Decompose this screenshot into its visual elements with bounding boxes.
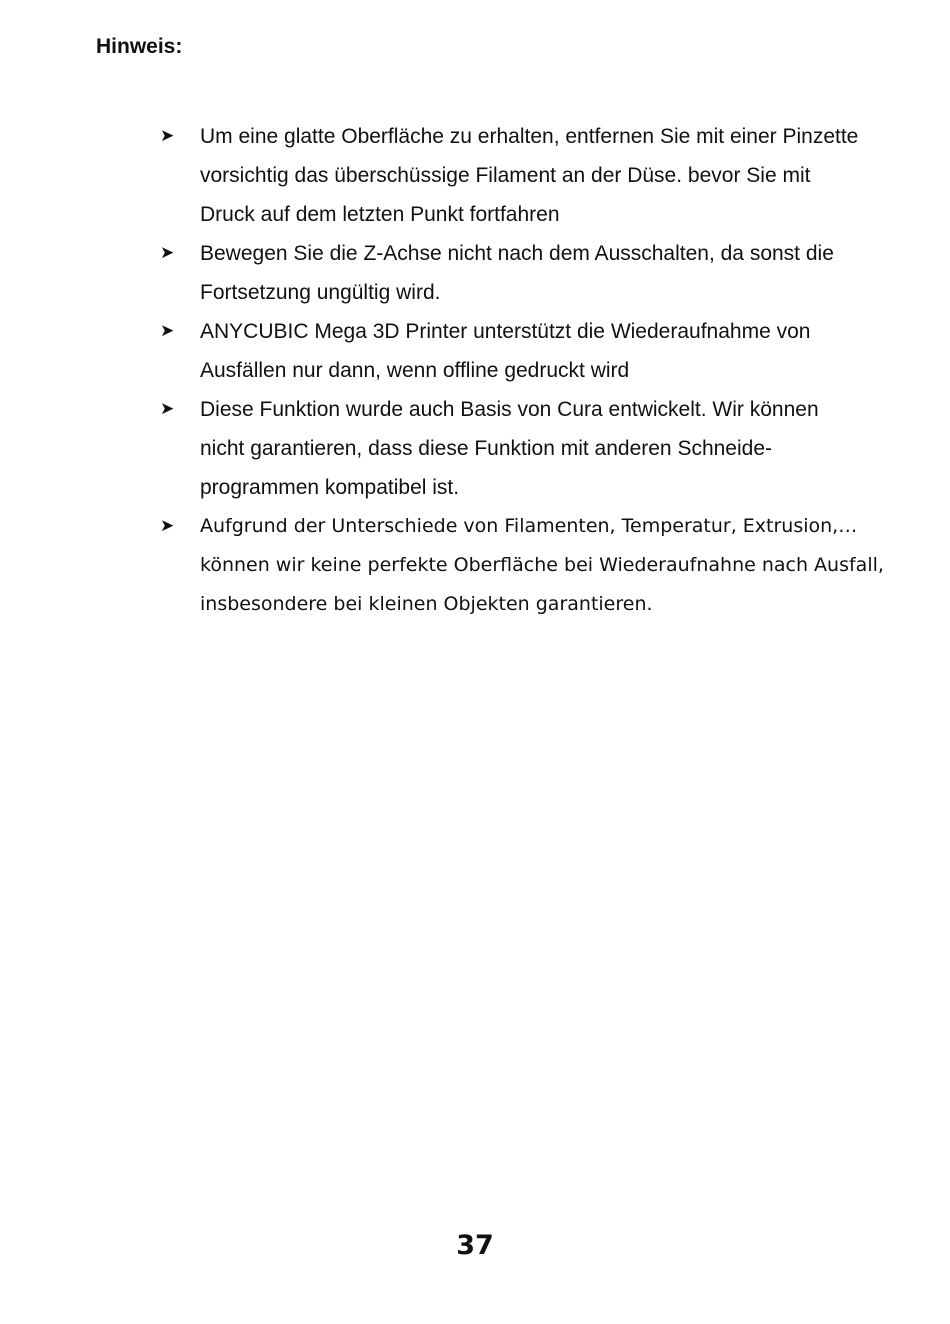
notes-list bbox=[160, 117, 930, 624]
list-item bbox=[160, 312, 930, 390]
note-text: Aufgrund der Unterschiede von Filamenten, Temperatur, Extrusion,… können wir keine perfekte Oberfläche bei Wiederaufnahne nach Ausfall, insbesondere bei kleinen Objekten garantieren. bbox=[200, 515, 884, 615]
list-item bbox=[160, 117, 930, 234]
arrowhead-bullet-icon: ➤ bbox=[160, 516, 175, 536]
arrowhead-bullet-icon: ➤ bbox=[160, 126, 175, 146]
page-number: 37 bbox=[456, 1230, 494, 1261]
arrowhead-bullet-icon: ➤ bbox=[160, 321, 175, 341]
arrowhead-bullet-icon: ➤ bbox=[160, 243, 175, 263]
note-text: Diese Funktion wurde auch Basis von Cura entwickelt. Wir können nicht garantieren, dass diese Funktion mit anderen Schneide- programmen kompatibel ist. bbox=[200, 398, 819, 499]
arrowhead-bullet-icon: ➤ bbox=[160, 399, 175, 419]
list-item bbox=[160, 507, 930, 624]
note-heading: Hinweis: bbox=[96, 35, 183, 58]
list-item bbox=[160, 390, 930, 507]
note-text: Bewegen Sie die Z-Achse nicht nach dem Ausschalten, da sonst die Fortsetzung ungültig wird. bbox=[200, 242, 834, 304]
note-text: ANYCUBIC Mega 3D Printer unterstützt die Wiederaufnahme von Ausfällen nur dann, wenn offline gedruckt wird bbox=[200, 320, 811, 382]
note-text: Um eine glatte Oberfläche zu erhalten, entfernen Sie mit einer Pinzette vorsichtig das überschüssige Filament an der Düse. bevor Sie mit Druck auf dem letzten Punkt fortfahren bbox=[200, 125, 859, 226]
list-item bbox=[160, 234, 930, 312]
